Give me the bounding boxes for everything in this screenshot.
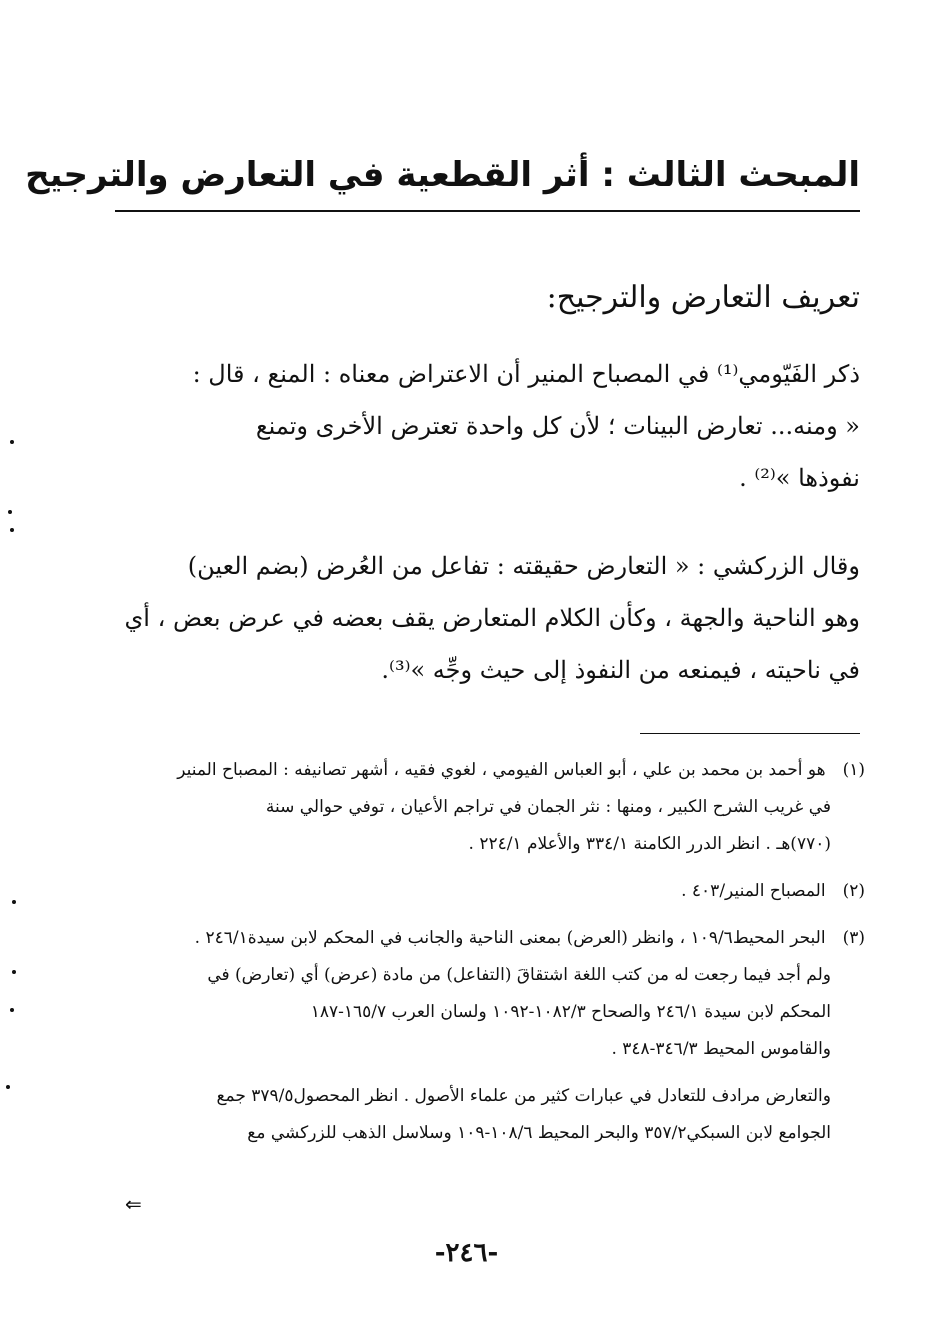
footnote-3-line: والقاموس المحيط ٣٤٦/٣-٣٤٨ . [611,1039,831,1059]
definition-heading: تعريف التعارض والترجيح: [546,280,860,315]
footnote-1-line: في غريب الشرح الكبير ، ومنها : نثر الجمان في تراجم الأعيان ، توفي حوالي سنة [265,797,831,817]
body-line: ذكر الفَيّومي⁽¹⁾ في المصباح المنير أن الاعتراض معناه : المنع ، قال : [192,360,860,388]
footnote-3-line: المحكم لابن سيدة ٢٤٦/١ والصحاح ١٠٨٢/٣-١٠٩٢ ولسان العرب ١٦٥/٧-١٨٧ [310,1002,831,1022]
footnote-3-line: الجوامع لابن السبكي٣٥٧/٢ والبحر المحيط ١٠٨/٦-١٠٩ وسلاسل الذهب للزركشي مع [247,1123,831,1143]
scan-speck [10,528,14,532]
scan-speck [6,1085,10,1089]
page-number: -٢٤٦- [434,1238,499,1268]
footnote-3-line: (٣) البحر المحيط١٠٩/٦ ، وانظر (العرض) بمعنى الناحية والجانب في المحكم لابن سيدة٢٤٦/١ . [115,920,865,957]
footnotes [115,752,865,1152]
paragraph-zarkashi [115,540,860,696]
scan-speck [10,1008,14,1012]
scan-speck [12,900,16,904]
body-line: « ومنه... تعارض البينات ؛ لأن كل واحدة تعترض الأخرى وتمنع [255,412,860,440]
body-line: في ناحيته ، فيمنعه من النفوذ إلى حيث وجِّه »⁽³⁾. [381,656,860,684]
body-line: وقال الزركشي : « التعارض حقيقته : تفاعل من العُرض (بضم العين) [187,552,860,580]
body-line: وهو الناحية والجهة ، وكأن الكلام المتعارض يقف بعضه في عرض بعض ، أي [124,604,860,632]
footnote-1-line: (٧٧٠)هـ . انظر الدرر الكامنة ٣٣٤/١ والأعلام ٢٢٤/١ . [468,834,831,854]
scan-speck [8,510,12,514]
footnote-number: (١) [842,760,865,780]
continue-arrow-icon: ⇐ [125,1192,142,1216]
footnote-2-line: (٢) المصباح المنير/٤٠٣ . [115,873,865,910]
footnote-separator [640,733,860,734]
footnote-1-line: (١) هو أحمد بن محمد بن علي ، أبو العباس الفيومي ، لغوي فقيه ، أشهر تصانيفه : المصباح المنير [115,752,865,789]
paragraph-fayyumi [115,348,860,504]
chapter-section-title: المبحث الثالث : أثر القطعية في التعارض والترجيح [25,155,860,195]
footnote-3-line: والتعارض مرادف للتعادل في عبارات كثير من علماء الأصول . انظر المحصول٣٧٩/٥ جمع [216,1086,831,1106]
footnote-3-line: ولم أجد فيما رجعت له من كتب اللغة اشتقاقَ (التفاعل) من مادة (عرض) أي (تعارض) في [207,965,831,985]
footnote-number: (٢) [842,881,865,901]
body-line: نفوذها »⁽²⁾ . [739,464,860,492]
footnote-number: (٣) [842,928,865,948]
scan-speck [12,970,16,974]
scan-speck [10,440,14,444]
header-rule [115,210,860,212]
